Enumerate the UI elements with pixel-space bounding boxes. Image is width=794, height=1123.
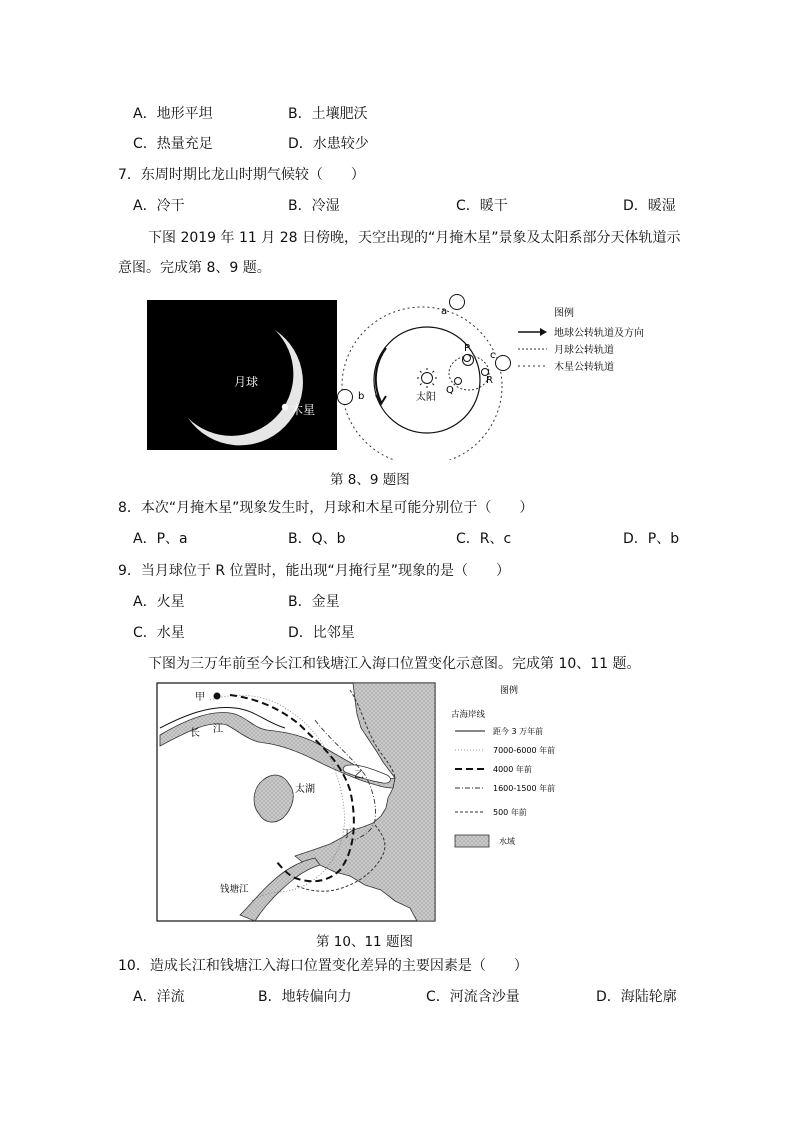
fig2-legend-7000: 7000-6000 年前 <box>493 746 556 755</box>
fig1-legend-earth: 地球公转轨道及方向 <box>554 328 644 339</box>
photo-moon-label: 月球 <box>234 375 259 389</box>
q8-option-a: A．P、a <box>133 531 188 547</box>
intro-8-9-line2: 意图。完成第 8、9 题。 <box>118 260 271 276</box>
jupiter-dot <box>282 404 288 410</box>
moon-p <box>464 355 471 362</box>
label-p: P <box>464 343 471 354</box>
label-q: Q <box>446 385 454 396</box>
moon-q <box>455 378 462 385</box>
label-jia: 甲 <box>195 692 205 703</box>
label-c: c <box>490 350 496 361</box>
q9-option-b: B．金星 <box>288 594 340 610</box>
label-ding: 丁 <box>342 829 352 840</box>
q10-option-d: D．海陆轮廓 <box>596 989 677 1005</box>
label-a: a <box>441 306 448 317</box>
q8-option-b: B．Q、b <box>288 531 346 547</box>
sun-label: 太阳 <box>416 392 436 403</box>
sun-icon <box>417 368 437 388</box>
q7-option-b: B．冷湿 <box>288 198 340 214</box>
jupiter-a <box>450 295 465 310</box>
q7-stem: 7．东周时期比龙山时期气候较（ ） <box>118 167 365 183</box>
jupiter-c <box>496 356 511 371</box>
fig1-caption: 第 8、9 题图 <box>330 472 410 488</box>
figure-10-11 <box>155 680 605 925</box>
q6-option-b: B．土壤肥沃 <box>288 106 368 122</box>
fig2-legend-title: 图例 <box>500 686 519 696</box>
point-jia <box>214 693 221 700</box>
q10-option-a: A．洋流 <box>133 989 185 1005</box>
fig2-legend-subtitle: 古海岸线 <box>451 710 486 720</box>
fig2-legend-water-swatch <box>455 835 489 847</box>
fig2-legend-1600: 1600-1500 年前 <box>493 784 556 793</box>
q9-option-a: A．火星 <box>133 594 185 610</box>
label-chang: 长 <box>190 728 200 739</box>
jupiter-orbit <box>342 307 502 460</box>
q9-option-d: D．比邻星 <box>288 625 355 641</box>
q6-option-a: A．地形平坦 <box>133 106 213 122</box>
figure-8-9 <box>140 290 700 460</box>
intro-8-9-line1: 下图 2019 年 11 月 28 日傍晚，天空出现的“月掩木星”景象及太阳系部分天体轨道示 <box>148 230 681 246</box>
q7-option-c: C．暖干 <box>456 198 508 214</box>
q9-stem: 9．当月球位于 R 位置时，能出现“月掩行星”现象的是（ ） <box>118 563 511 579</box>
q10-option-b: B．地转偏向力 <box>258 989 352 1005</box>
intro-10-11: 下图为三万年前至今长江和钱塘江入海口位置变化示意图。完成第 10、11 题。 <box>148 656 641 672</box>
photo-jupiter-label: 木星 <box>291 403 316 417</box>
q6-option-c: C．热量充足 <box>133 136 213 152</box>
fig2-caption: 第 10、11 题图 <box>316 934 413 950</box>
q9-option-c: C．水星 <box>133 625 185 641</box>
q6-option-d: D．水患较少 <box>288 136 369 152</box>
fig2-legend-500: 500 年前 <box>493 808 527 817</box>
q8-stem: 8．本次“月掩木星”现象发生时，月球和木星可能分别位于（ ） <box>118 500 534 516</box>
fig2-legend-4000: 4000 年前 <box>493 765 532 774</box>
q10-stem: 10．造成长江和钱塘江入海口位置变化差异的主要因素是（ ） <box>118 958 528 974</box>
fig1-legend-title: 图例 <box>554 308 574 319</box>
q10-option-c: C．河流含沙量 <box>426 989 520 1005</box>
fig2-legend-30000: 距今 3 万年前 <box>493 727 544 736</box>
fig1-legend-moon: 月球公转轨道 <box>554 345 614 356</box>
label-r: R <box>486 375 493 386</box>
label-yi: 乙 <box>354 770 364 781</box>
jupiter-b <box>338 390 353 405</box>
q7-option-d: D．暖湿 <box>623 198 676 214</box>
fig1-legend-jupiter: 木星公转轨道 <box>554 362 614 373</box>
fig2-legend-water: 水域 <box>499 837 515 846</box>
q8-option-c: C．R、c <box>456 531 512 547</box>
label-qiantang: 钱塘江 <box>220 884 249 895</box>
label-b: b <box>358 391 365 402</box>
q8-option-d: D．P、b <box>623 531 680 547</box>
q7-option-a: A．冷干 <box>133 198 185 214</box>
label-taihu: 太湖 <box>295 784 315 795</box>
label-jiang: 江 <box>213 724 223 735</box>
earth-direction-arrow <box>376 348 386 402</box>
